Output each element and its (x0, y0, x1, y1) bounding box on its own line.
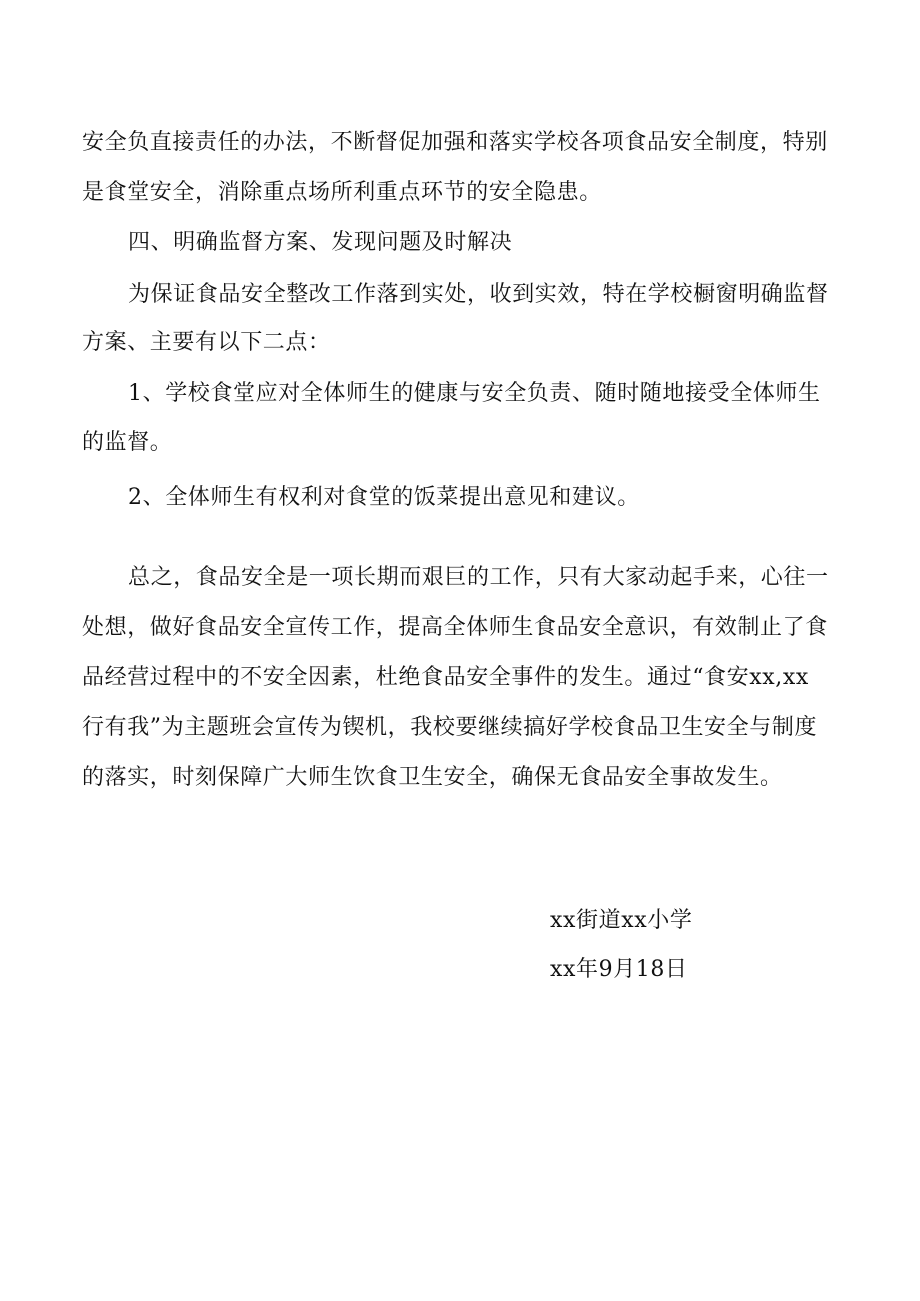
conclusion-line: 总之，食品安全是一项长期而艰巨的工作，只有大家动起手来，心往一 (128, 565, 829, 590)
signature-org: xx街道xx小学 (550, 908, 693, 933)
conclusion-line: 行有我”为主题班会宣传为锲机，我校要继续搞好学校食品卫生安全与制度 (82, 715, 818, 740)
paragraph-line: 方案、主要有以下二点： (82, 330, 331, 355)
conclusion-line: 处想，做好食品安全宣传工作，提高全体师生食品安全意识，有效制止了食 (82, 615, 828, 640)
list-item-1: 1、学校食堂应对全体师生的健康与安全负责、随时随地接受全体师生 (128, 381, 821, 406)
list-item-2: 2、全体师生有权利对食堂的饭菜提出意见和建议。 (128, 485, 640, 510)
signature-date: xx年9月18日 (550, 957, 688, 982)
paragraph-line: 为保证食品安全整改工作落到实处，收到实效，特在学校橱窗明确监督 (128, 282, 829, 307)
conclusion-line: 品经营过程中的不安全因素，杜绝食品安全事件的发生。通过“食安xx,xx (82, 665, 809, 690)
paragraph-line: 安全负直接责任的办法，不断督促加强和落实学校各项食品安全制度，特别 (82, 130, 828, 155)
section-heading: 四、明确监督方案、发现问题及时解决 (128, 230, 513, 255)
list-item-1-continuation: 的监督。 (82, 430, 173, 455)
paragraph-line: 是食堂安全，消除重点场所利重点环节的安全隐患。 (82, 180, 602, 205)
conclusion-line: 的落实，时刻保障广大师生饮食卫生安全，确保无食品安全事故发生。 (82, 765, 783, 790)
